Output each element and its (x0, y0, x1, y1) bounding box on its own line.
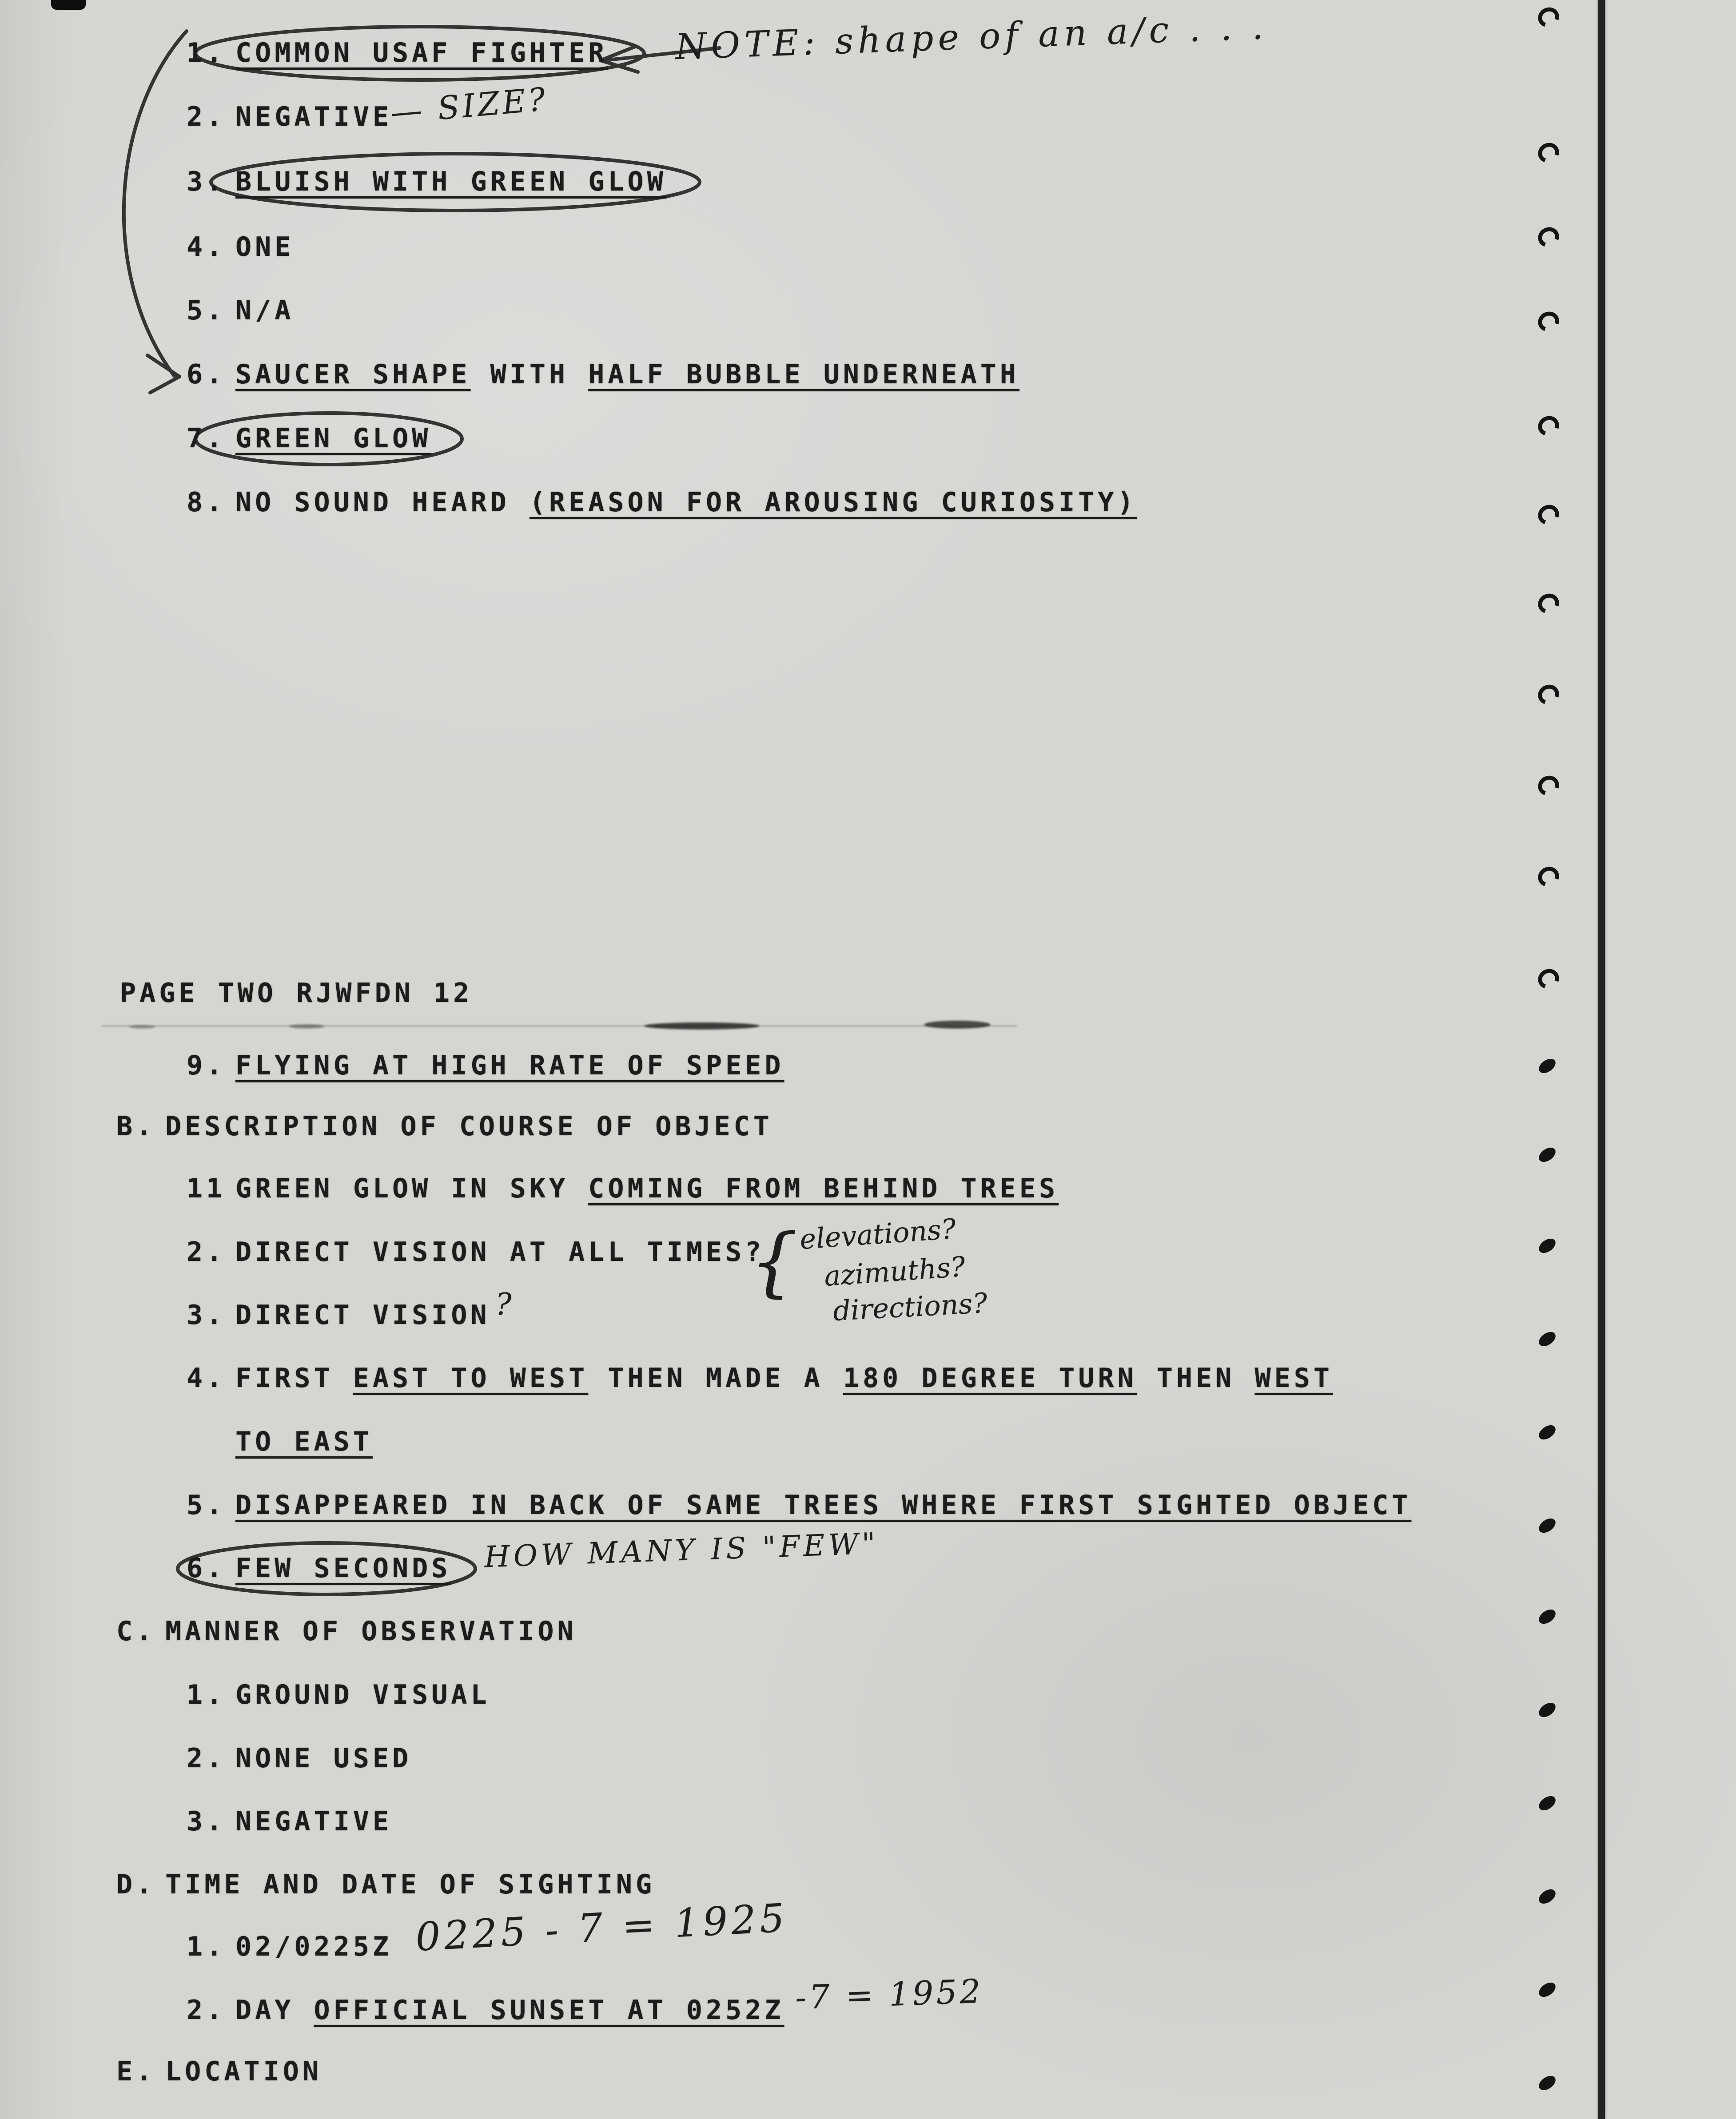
handwritten-elevations: elevations? (798, 1212, 957, 1256)
section-d-heading (0, 1871, 1736, 1899)
seam-smudge (924, 1021, 991, 1029)
report-line-a5 (0, 297, 1736, 325)
binder-hole-mark (1535, 863, 1562, 890)
item-number: 3. (187, 1806, 226, 1837)
handwritten-directions: directions? (832, 1286, 988, 1328)
report-line-b4 (0, 1364, 1736, 1393)
handwritten-vision-query: ? (495, 1287, 512, 1322)
handwritten-few-query: HOW MANY IS "FEW" (483, 1526, 880, 1574)
item-number: 1. (187, 1931, 226, 1962)
section-title: DESCRIPTION OF COURSE OF OBJECT (165, 1111, 773, 1142)
item-text: FEW SECONDS (235, 1553, 451, 1584)
item-text: BLUISH WITH GREEN GLOW (235, 166, 667, 197)
item-text: NEGATIVE (235, 101, 392, 132)
item-number: 3. (187, 166, 226, 197)
item-text: DIRECT VISION (235, 1300, 490, 1331)
handwritten-brace: { (750, 1218, 798, 1306)
item-number: 1. (187, 37, 226, 68)
report-line-c2 (0, 1745, 1736, 1773)
handwritten-time-calc: 0225 - 7 = 1925 (414, 1895, 789, 1960)
report-line-b5 (0, 1491, 1736, 1520)
section-title: MANNER OF OBSERVATION (165, 1616, 577, 1647)
section-c-heading (0, 1618, 1736, 1646)
section-b-heading (0, 1113, 1736, 1141)
report-line-b1 (0, 1175, 1736, 1203)
section-letter: B. (116, 1111, 156, 1142)
item-text: ONE (235, 231, 295, 262)
handwritten-sunset-calc: -7 = 1952 (794, 1972, 984, 2017)
item-text: DISAPPEARED IN BACK OF SAME TREES WHERE FIRST SIGHTED OBJECT (235, 1490, 1412, 1521)
item-number: 2. (187, 1995, 226, 2026)
item-text: TO EAST (235, 1426, 373, 1457)
item-number: 5. (187, 295, 226, 326)
binder-hole-mark (1535, 4, 1562, 31)
page-header-text: PAGE TWO RJWFDN 12 (120, 978, 473, 1009)
binder-hole-mark (1536, 1145, 1558, 1165)
section-title: TIME AND DATE OF SIGHTING (165, 1869, 656, 1900)
section-title: LOCATION (165, 2056, 322, 2087)
item-text: DAY OFFICIAL SUNSET AT 0252Z (235, 1995, 784, 2026)
item-number: 6. (187, 1553, 226, 1584)
seam-smudge (644, 1022, 760, 1030)
report-line-a4 (0, 233, 1736, 262)
item-number: 9. (187, 1050, 226, 1081)
item-text: NONE USED (235, 1743, 412, 1774)
item-text: DIRECT VISION AT ALL TIMES? (235, 1236, 765, 1268)
item-number: 11 (187, 1173, 226, 1204)
item-number: 7. (187, 423, 226, 454)
item-text: GROUND VISUAL (235, 1679, 490, 1710)
item-number: 4. (187, 1363, 226, 1394)
report-line-a3 (0, 168, 1736, 196)
binder-hole-mark (1535, 590, 1562, 617)
item-number: 8. (187, 487, 226, 518)
item-number: 2. (187, 101, 226, 132)
item-number: 5. (187, 1490, 226, 1521)
page-two-header (0, 979, 1736, 1008)
seam-smudge (289, 1024, 324, 1029)
page-seam (102, 1020, 1017, 1035)
section-letter: E. (116, 2056, 156, 2087)
item-number: 1. (187, 1679, 226, 1710)
item-number: 4. (187, 231, 226, 262)
report-line-a6 (0, 361, 1736, 389)
report-line-d1 (0, 1933, 1736, 1961)
item-number: 2. (187, 1236, 226, 1268)
item-number: 2. (187, 1743, 226, 1774)
section-letter: D. (116, 1869, 156, 1900)
item-text: COMMON USAF FIGHTER (235, 37, 608, 68)
section-e-heading (0, 2058, 1736, 2086)
item-text: FLYING AT HIGH RATE OF SPEED (235, 1050, 784, 1081)
report-line-a2 (0, 103, 1736, 131)
report-line-a8 (0, 489, 1736, 517)
binder-hole-mark (1535, 772, 1562, 799)
report-line-a9 (0, 1052, 1736, 1080)
scan-corner-mark (51, 0, 86, 10)
item-text: GREEN GLOW IN SKY COMING FROM BEHIND TREES (235, 1173, 1059, 1204)
item-number: 3. (187, 1300, 226, 1331)
report-line-c3 (0, 1808, 1736, 1836)
item-text: 02/0225Z (235, 1931, 392, 1962)
report-line-b4-cont (0, 1428, 1736, 1456)
binder-hole-mark (1536, 1329, 1558, 1349)
item-text: SAUCER SHAPE WITH HALF BUBBLE UNDERNEATH (235, 359, 1019, 390)
seam-smudge (129, 1025, 155, 1029)
item-text: FIRST EAST TO WEST THEN MADE A 180 DEGREE TURN THEN WEST (235, 1363, 1333, 1394)
page-edge-line (1598, 0, 1605, 2119)
binder-hole-mark (1535, 139, 1562, 166)
handwritten-note-top: NOTE: shape of an a/c . . . (674, 5, 1269, 68)
report-line-a7 (0, 425, 1736, 453)
item-text: N/A (235, 295, 295, 326)
report-line-c1 (0, 1681, 1736, 1710)
item-text: NEGATIVE (235, 1806, 392, 1837)
handwritten-azimuths: azimuths? (823, 1250, 967, 1293)
item-text: NO SOUND HEARD (REASON FOR AROUSING CURIOSITY) (235, 487, 1137, 518)
item-number: 6. (187, 359, 226, 390)
item-text: GREEN GLOW (235, 423, 432, 454)
binder-hole-mark (1535, 681, 1562, 708)
section-letter: C. (116, 1616, 156, 1647)
handwritten-size-query: — SIZE? (389, 80, 549, 131)
